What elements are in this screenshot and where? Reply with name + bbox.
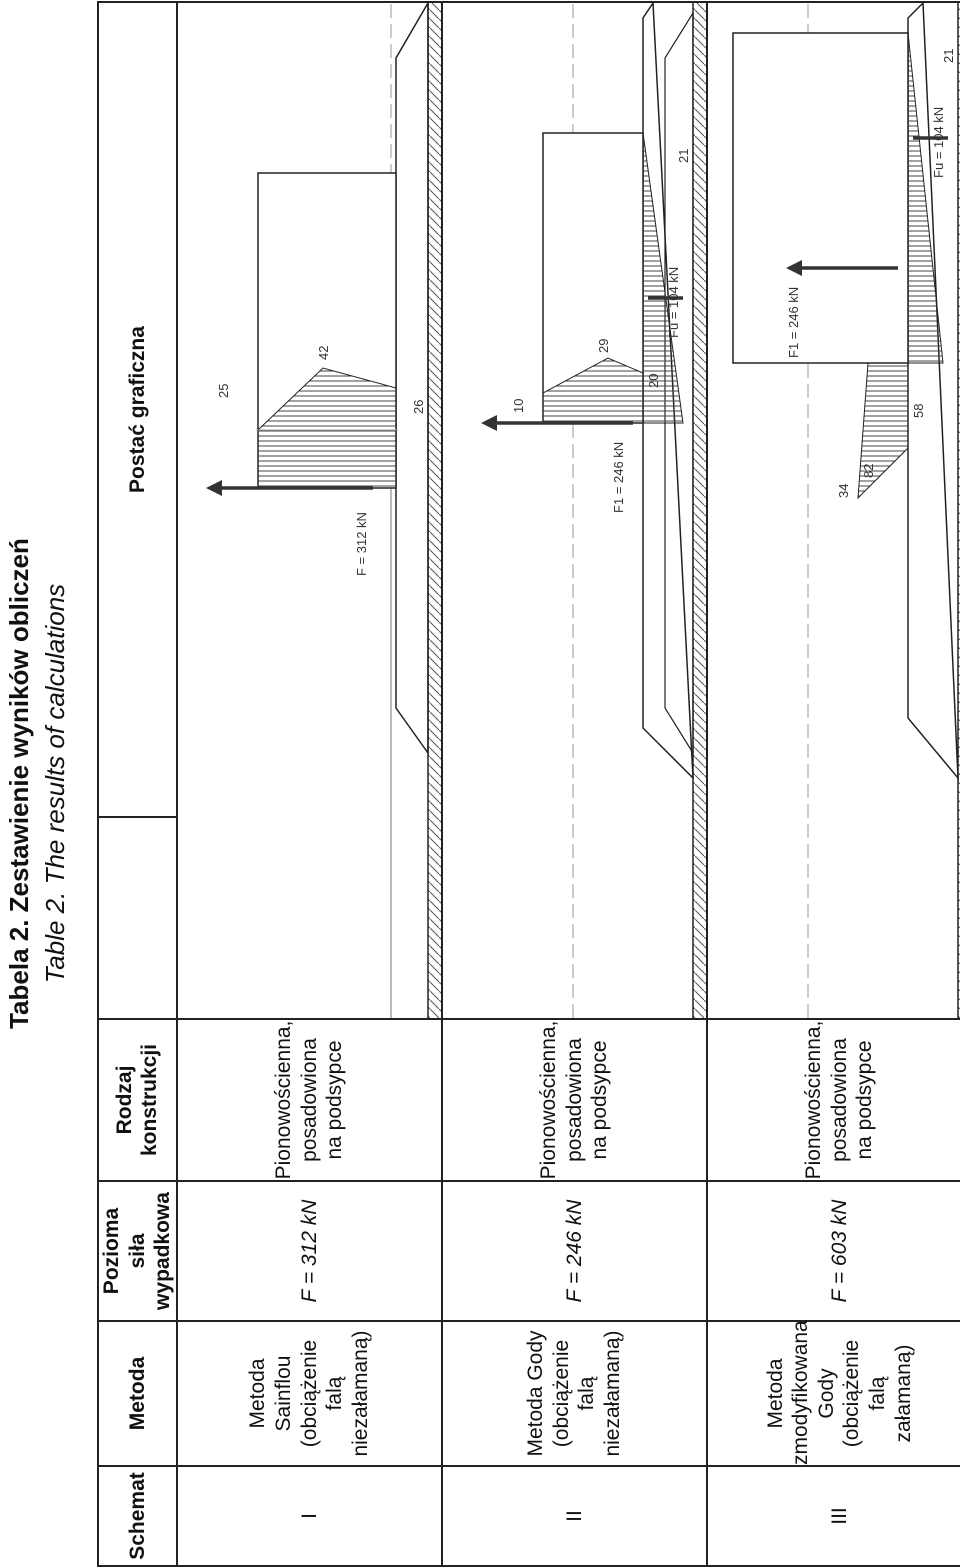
header-schemat: Schemat	[98, 1466, 177, 1566]
pressure-base-label: 20	[645, 373, 661, 388]
caption-polish: Tabela 2. Zestawienie wyników obliczeń	[4, 538, 34, 1029]
pressure-top-label: 34	[835, 483, 851, 498]
cell-metoda: Metoda Sainflou (obciążenie falą niezałamaną)	[177, 1321, 442, 1466]
pressure-base-label: 58	[910, 403, 926, 418]
cell-force: F = 312 kN	[177, 1181, 442, 1321]
cell-graphic	[442, 2, 707, 1019]
header-postac: Postać graficzna	[98, 2, 177, 817]
cell-konstrukcja: Pionowościenna, posadowiona na podsypce	[177, 1019, 442, 1181]
table-row	[442, 2, 707, 1566]
cell-force: F = 246 kN	[442, 1181, 707, 1321]
cell-metoda: Metoda Gody (obciążenie falą niezałamaną)	[442, 1321, 707, 1466]
breakwater-diagram-2	[443, 3, 706, 1018]
cell-konstrukcja: Pionowościenna, posadowiona na podsypce	[707, 1019, 960, 1181]
header-row	[98, 2, 177, 1566]
header-sila: Pozioma siła wypadkowa	[98, 1181, 177, 1321]
cell-schemat: I	[177, 1466, 442, 1566]
uplift-diagram	[908, 33, 943, 363]
cell-graphic	[177, 2, 442, 1019]
uplift-label: Fu = 104 kN	[665, 266, 681, 338]
cell-konstrukcja: Pionowościenna, posadowiona na podsypce	[442, 1019, 707, 1181]
pressure-top-label: 25	[215, 383, 231, 398]
seabed	[693, 3, 706, 1018]
pressure-base-label: 26	[410, 399, 426, 414]
cell-schemat: II	[442, 1466, 707, 1566]
caption-english: Table 2. The results of calculations	[40, 583, 70, 984]
table-row	[707, 2, 960, 1566]
pressure-uplift-label: 21	[675, 148, 691, 163]
table-row	[177, 2, 442, 1566]
breakwater-diagram-3	[708, 3, 960, 1018]
force-label: F1 = 246 kN	[785, 286, 801, 358]
header-rodzaj: Rodzaj konstrukcji	[98, 1019, 177, 1181]
breakwater-diagram-1	[178, 3, 441, 1018]
cell-metoda: Metoda zmodyfikowana Gody (obciążenie falą załamaną)	[707, 1321, 960, 1466]
header-schematic	[98, 817, 177, 1019]
uplift-label: Fu = 104 kN	[930, 106, 946, 178]
pressure-swl-label: 82	[860, 463, 876, 478]
results-table	[97, 1, 960, 1567]
pressure-uplift-label: 21	[940, 48, 956, 63]
cell-graphic	[707, 2, 960, 1019]
pressure-swl-label: 42	[315, 345, 331, 360]
rubble-mound	[396, 3, 428, 753]
cell-schemat: III	[707, 1466, 960, 1566]
cell-force: F = 603 kN	[707, 1181, 960, 1321]
seabed	[428, 3, 441, 1018]
force-label: F1 = 246 kN	[610, 441, 626, 513]
caisson	[733, 33, 908, 363]
pressure-top-label: 10	[510, 398, 526, 413]
force-label: F = 312 kN	[353, 512, 369, 576]
pressure-swl-label: 29	[595, 338, 611, 353]
header-metoda: Metoda	[98, 1321, 177, 1466]
